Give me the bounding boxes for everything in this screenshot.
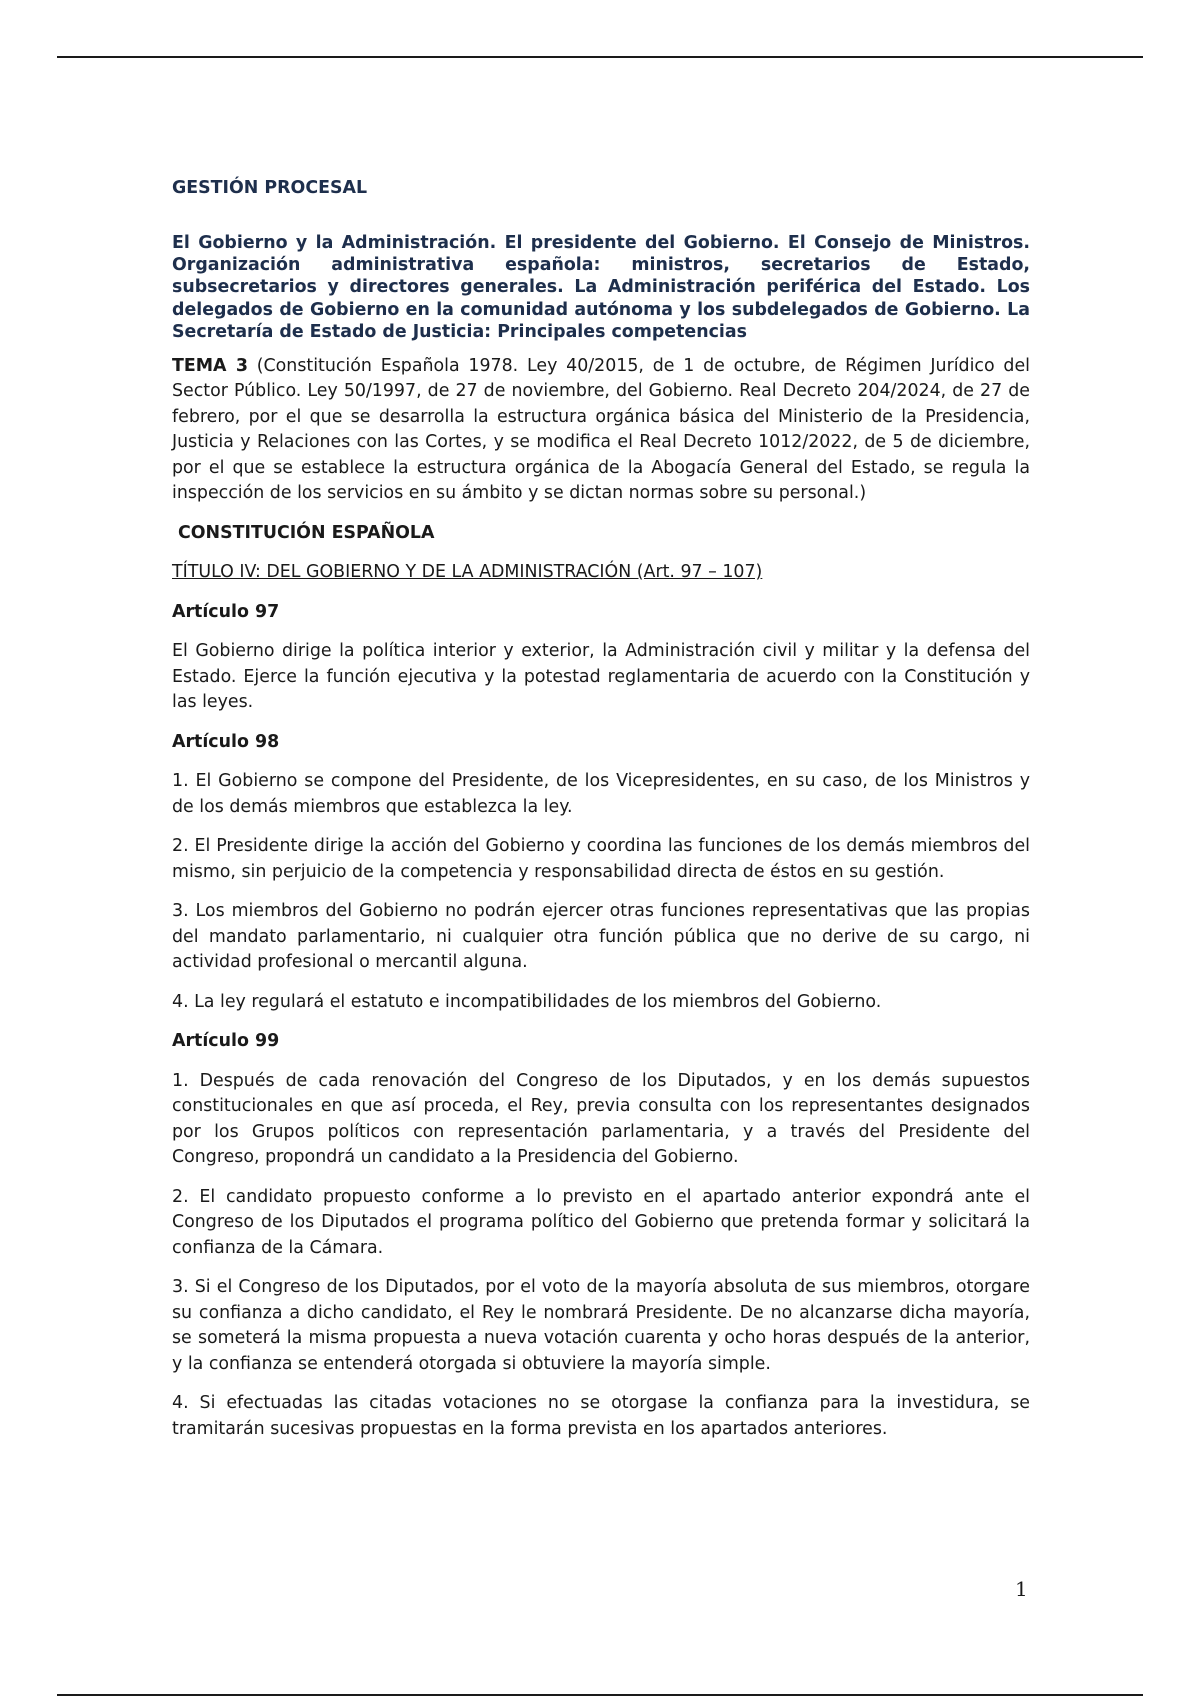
article-paragraph: El Gobierno dirige la política interior y exterior, la Administración civil y militar y la defensa del Estado. Ejerce la función ejecutiva y la potestad reglamentaria de acuerdo con la Constitución y las leyes.	[172, 641, 1030, 713]
top-rule	[57, 56, 1143, 58]
page-number: 1	[1015, 1577, 1028, 1601]
article-paragraph: 1. El Gobierno se compone del Presidente, de los Vicepresidentes, en su caso, de los Ministros y de los demás miembros que establezca la ley.	[172, 771, 1030, 817]
article-heading: Artículo 99	[172, 1031, 280, 1052]
tema-label: TEMA 3	[172, 355, 248, 376]
topic-subject: El Gobierno y la Administración. El presidente del Gobierno. El Consejo de Ministros. Organización administrativa española: ministros, secretarios de Estado, subsecretarios y directores generales. La Administración periférica del Estado. Los delegados de Gobierno en la comunidad autónoma y los subdelegados de Gobierno. La Secretaría de Estado de Justicia: Principales competencias	[172, 232, 1030, 343]
bottom-rule	[57, 1694, 1143, 1696]
article-paragraph: 3. Los miembros del Gobierno no podrán ejercer otras funciones representativas que las propias del mandato parlamentario, ni cualquier otra función pública que no derive de su cargo, ni actividad profesional o mercantil alguna.	[172, 901, 1030, 973]
article-paragraph: 1. Después de cada renovación del Congreso de los Diputados, y en los demás supuestos constitucionales en que así proceda, el Rey, previa consulta con los representantes designados por los Grupos políticos con representación parlamentaria, y a través del Presidente del Congreso, propondrá un candidato a la Presidencia del Gobierno.	[172, 1070, 1030, 1168]
title-iv-heading: TÍTULO IV: DEL GOBIERNO Y DE LA ADMINISTRACIÓN (Art. 97 – 107)	[172, 562, 763, 583]
article-paragraph: 2. El Presidente dirige la acción del Gobierno y coordina las funciones de los demás miembros del mismo, sin perjuicio de la competencia y responsabilidad directa de éstos en su gestión.	[172, 836, 1030, 882]
article-heading: Artículo 97	[172, 601, 280, 622]
article-heading: Artículo 98	[172, 731, 280, 752]
article-paragraph: 4. La ley regulará el estatuto e incompatibilidades de los miembros del Gobierno.	[172, 991, 882, 1012]
tema-text: (Constitución Española 1978. Ley 40/2015, de 1 de octubre, de Régimen Jurídico del Sector Público. Ley 50/1997, de 27 de noviembre, del Gobierno. Real Decreto 204/2024, de 27 de febrero, por el que se desarrolla la estructura orgánica básica del Ministerio de la Presidencia, Justicia y Relaciones con las Cortes, y se modifica el Real Decreto 1012/2022, de 5 de diciembre, por el que se establece la estructura orgánica de la Abogacía General del Estado, se regula la inspección de los servicios en su ámbito y se dictan normas sobre su personal.)	[172, 355, 1030, 504]
section-title: CONSTITUCIÓN ESPAÑOLA	[178, 522, 435, 543]
tema-paragraph	[172, 354, 1030, 507]
article-paragraph: 3. Si el Congreso de los Diputados, por el voto de la mayoría absoluta de sus miembros, otorgare su confianza a dicho candidato, el Rey le nombrará Presidente. De no alcanzarse dicha mayoría, se someterá la misma propuesta a nueva votación cuarenta y ocho horas después de la anterior, y la confianza se entenderá otorgada si obtuviere la mayoría simple.	[172, 1277, 1030, 1374]
document-header: GESTIÓN PROCESAL	[172, 178, 368, 198]
article-paragraph: 4. Si efectuadas las citadas votaciones no se otorgase la confianza para la investidura, se tramitarán sucesivas propuestas en la forma prevista en los apartados anteriores.	[172, 1393, 1030, 1439]
document-body	[172, 176, 1030, 1456]
article-paragraph: 2. El candidato propuesto conforme a lo previsto en el apartado anterior expondrá ante el Congreso de los Diputados el programa político del Gobierno que pretenda formar y solicitará la confianza de la Cámara.	[172, 1186, 1030, 1258]
